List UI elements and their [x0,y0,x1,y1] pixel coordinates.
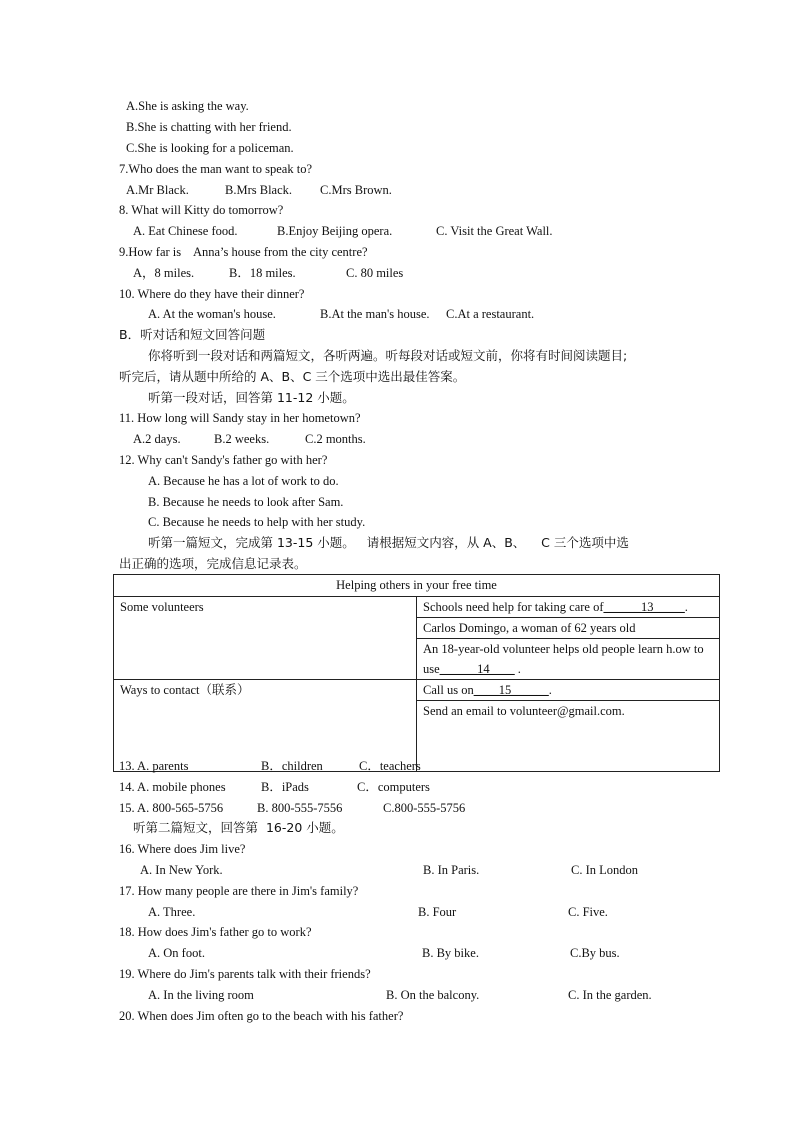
q13-option-c: C．teachers [359,759,421,773]
passage2-instruction: 听第二篇短文，回答第 16-20 小题。 [133,820,344,835]
q15-option-a: 15. A. 800-565-5756 [119,801,224,815]
q9-question: 9.How far is Anna’s house from the city centre? [119,245,368,259]
passage1-instruction-2: 出正确的选项，完成信息记录表。 [119,556,307,571]
q18-question: 18. How does Jim's father go to work? [119,925,312,939]
q8-option-b: B.Enjoy Beijing opera. [277,224,393,238]
q9-option-a: A，8 miles. [133,266,195,280]
q14-option-c: C．computers [357,780,430,794]
q7-option-c: C.Mrs Brown. [320,183,392,197]
q10-question: 10. Where do they have their dinner? [119,287,305,301]
q19-option-b: B. On the balcony. [386,988,480,1002]
q6-option-c: C.She is looking for a policeman. [126,141,294,155]
blank-15: ____15______ [473,683,549,697]
q11-option-b: B.2 weeks. [214,432,270,446]
q13-option-a: 13. A. parents [119,759,189,773]
q11-option-a: A.2 days. [133,432,181,446]
q14-option-a: 14. A. mobile phones [119,780,226,794]
q18-option-a: A. On foot. [148,946,205,960]
q19-option-c: C. In the garden. [568,988,652,1002]
table-row-carlos: Carlos Domingo, a woman of 62 years old [417,618,720,639]
q19-question: 19. Where do Jim's parents talk with their friends? [119,967,371,981]
q16-option-b: B. In Paris. [423,863,480,877]
q17-option-c: C. Five. [568,905,608,919]
q12-option-c: C. Because he needs to help with her study. [148,515,366,529]
q17-option-a: A. Three. [148,905,196,919]
q8-question: 8. What will Kitty do tomorrow? [119,203,284,217]
blank-13: ______13_____ [603,600,685,614]
q7-option-b: B.Mrs Black. [225,183,293,197]
q19-option-a: A. In the living room [148,988,254,1002]
q12-question: 12. Why can't Sandy's father go with her? [119,453,328,467]
q7-option-a: A.Mr Black. [126,183,189,197]
dialog-instruction: 听第一段对话，回答第 11-12 小题。 [148,390,355,405]
q16-option-a: A. In New York. [140,863,223,877]
q16-option-c: C. In London [571,863,639,877]
q12-option-b: B. Because he needs to look after Sam. [148,495,344,509]
q8-option-a: A. Eat Chinese food. [133,224,238,238]
q10-option-c: C.At a restaurant. [446,307,535,321]
section-b-instruction-2: 听完后，请从题中所给的 A、B、C 三个选项中选出最佳答案。 [119,369,466,384]
table-row-call [417,680,720,701]
section-b-title: B．听对话和短文回答问题 [119,327,266,342]
blank-14: ______14____ [439,662,515,676]
info-record-table [113,574,720,772]
q11-question: 11. How long will Sandy stay in her hometown? [119,411,361,425]
q15-option-c: C.800-555-5756 [383,801,466,815]
q14-option-b: B．iPads [261,780,309,794]
label-some-volunteers: Some volunteers [114,597,417,680]
q11-option-c: C.2 months. [305,432,366,446]
row4-text: Call us on [423,683,474,697]
table-row-email: Send an email to volunteer@gmail.com. [417,701,720,772]
row4-end: . [548,683,552,697]
row1-end: . [684,600,688,614]
row3-text: An 18-year-old volunteer helps old people learn h.ow to use [423,642,704,676]
q16-question: 16. Where does Jim live? [119,842,246,856]
q10-option-b: B.At the man's house. [320,307,430,321]
q9-option-b: B．18 miles. [229,266,296,280]
q17-option-b: B. Four [418,905,457,919]
section-b-instruction-1: 你将听到一段对话和两篇短文，各听两遍。听每段对话或短文前，你将有时间阅读题目; [148,348,628,363]
q18-option-b: B. By bike. [422,946,479,960]
q10-option-a: A. At the woman's house. [148,307,276,321]
table-title: Helping others in your free time [114,575,720,597]
q6-option-a: A.She is asking the way. [126,99,249,113]
table-row-volunteer-18 [417,639,720,680]
q20-question: 20. When does Jim often go to the beach with his father? [119,1009,404,1023]
q7-question: 7.Who does the man want to speak to? [119,162,313,176]
row1-text: Schools need help for taking care of [423,600,604,614]
q8-option-c: C. Visit the Great Wall. [436,224,553,238]
q18-option-c: C.By bus. [570,946,620,960]
q13-option-b: B．children [261,759,323,773]
label-ways-to-contact: Ways to contact（联系） [114,680,417,772]
q12-option-a: A. Because he has a lot of work to do. [148,474,339,488]
q9-option-c: C. 80 miles [346,266,404,280]
row3-end: . [514,662,521,676]
table-row-schools [417,597,720,618]
q15-option-b: B. 800-555-7556 [257,801,343,815]
q17-question: 17. How many people are there in Jim's family? [119,884,359,898]
q6-option-b: B.She is chatting with her friend. [126,120,292,134]
passage1-instruction-1: 听第一篇短文，完成第 13-15 小题。 请根据短文内容，从 A、B、 C 三个选项中选 [148,535,629,550]
